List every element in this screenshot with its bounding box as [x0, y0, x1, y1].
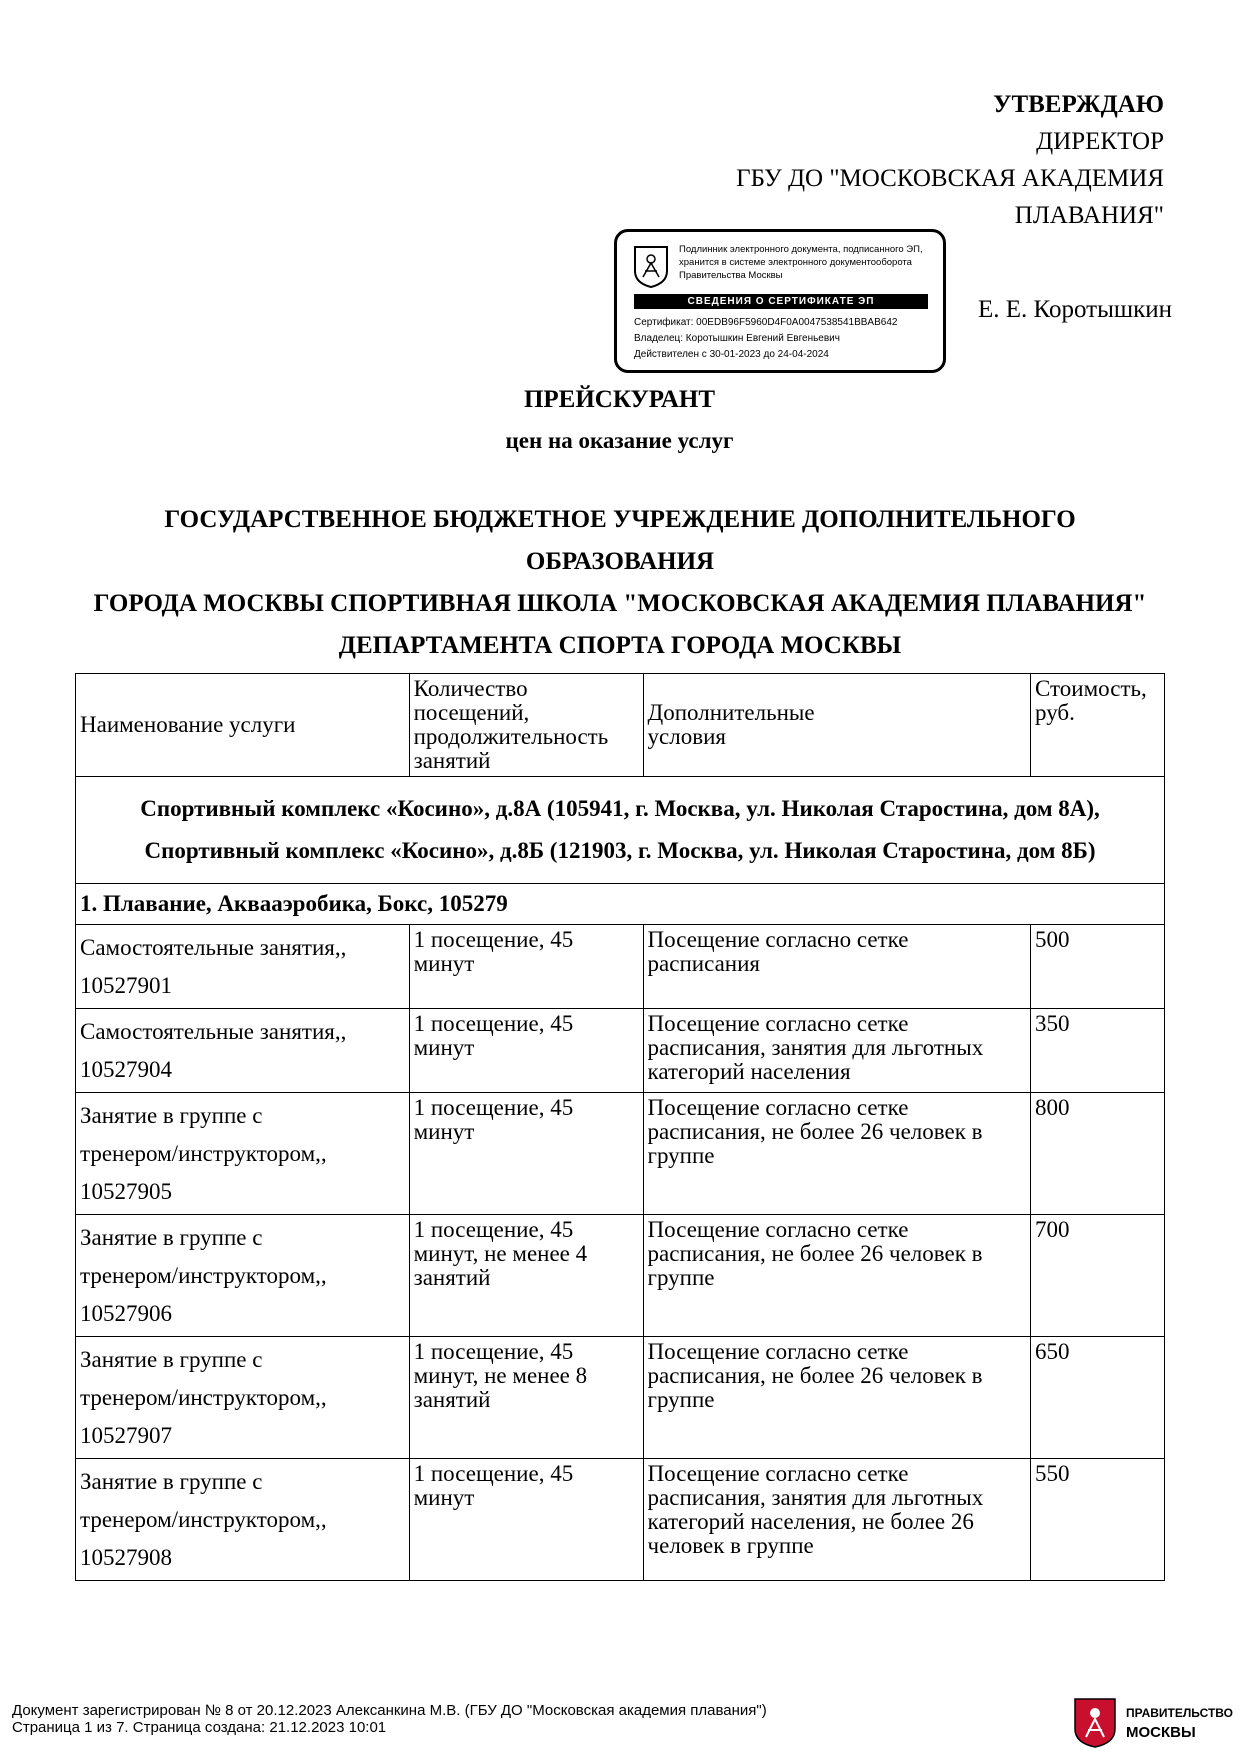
document-subtitle: цен на оказание услуг	[505, 428, 734, 453]
service-code: 10527907	[80, 1423, 172, 1448]
approval-organization-line1: ГБУ ДО "МОСКОВСКАЯ АКАДЕМИЯ	[736, 165, 1164, 192]
service-name: Самостоятельные занятия,,	[80, 1019, 347, 1044]
stamp-note-line: хранится в системе электронного документооборота	[679, 257, 912, 268]
section-heading: 1. Плавание, Аквааэробика, Бокс, 105279	[76, 884, 1165, 925]
approval-heading: УТВЕРЖДАЮ	[993, 91, 1164, 118]
service-name: Занятие в группе с	[80, 1347, 263, 1372]
price-cell: 800	[1031, 1093, 1165, 1215]
conditions-cell: Посещение согласно сетке расписания, занятия для льготных категорий населения, не более 26 человек в группе	[643, 1459, 1030, 1581]
visits-cell: 1 посещение, 45 минут	[409, 1009, 643, 1093]
certificate-validity: Действителен с 30-01-2023 до 24-04-2024	[634, 349, 829, 360]
service-code: 10527904	[80, 1057, 172, 1082]
visits-cell: 1 посещение, 45 минут, не менее 4 занятий	[409, 1215, 643, 1337]
price-cell: 350	[1031, 1009, 1165, 1093]
table-row	[76, 1337, 1165, 1459]
service-name-cell	[76, 1009, 410, 1093]
organization-line: ГОРОДА МОСКВЫ СПОРТИВНАЯ ШКОЛА "МОСКОВСКАЯ АКАДЕМИЯ ПЛАВАНИЯ"	[93, 590, 1147, 617]
header-price-line: Стоимость,	[1035, 676, 1147, 701]
signer-name: Е. Е. Коротышкин	[978, 296, 1173, 323]
service-name: Занятие в группе с	[80, 1469, 263, 1494]
price-cell: 650	[1031, 1337, 1165, 1459]
stamp-note	[679, 243, 941, 282]
header-conditions	[643, 674, 1030, 777]
service-code: 10527908	[80, 1545, 172, 1570]
section-row	[76, 884, 1165, 925]
location-row	[76, 777, 1165, 884]
service-code: 10527905	[80, 1179, 172, 1204]
header-visits	[409, 674, 643, 777]
table-header-row	[76, 674, 1165, 777]
service-name-continued: тренером/инструктором,,	[80, 1263, 327, 1288]
visits-cell: 1 посещение, 45 минут	[409, 925, 643, 1009]
service-name-continued: тренером/инструктором,,	[80, 1385, 327, 1410]
price-cell: 500	[1031, 925, 1165, 1009]
approval-position: ДИРЕКТОР	[1036, 128, 1164, 155]
location-cell	[76, 777, 1165, 884]
moscow-emblem-icon	[633, 245, 669, 289]
header-service	[76, 674, 410, 777]
conditions-cell: Посещение согласно сетке расписания, занятия для льготных категорий населения	[643, 1009, 1030, 1093]
organization-line: ГОСУДАРСТВЕННОЕ БЮДЖЕТНОЕ УЧРЕЖДЕНИЕ ДОПОЛНИТЕЛЬНОГО ОБРАЗОВАНИЯ	[164, 506, 1076, 575]
service-name: Занятие в группе с	[80, 1103, 263, 1128]
document-title: ПРЕЙСКУРАНТ	[523, 386, 716, 413]
registration-info: Документ зарегистрирован № 8 от 20.12.2023 Алексанкина М.В. (ГБУ ДО "Московская академия плавания")	[12, 1702, 767, 1719]
page-info: Страница 1 из 7. Страница создана: 21.12.2023 10:01	[12, 1719, 387, 1736]
certificate-owner: Владелец: Коротышкин Евгений Евгеньевич	[634, 333, 840, 344]
table-row	[76, 1215, 1165, 1337]
location-line: Спортивный комплекс «Косино», д.8Б (121903, г. Москва, ул. Николая Старостина, дом 8Б)	[144, 838, 1096, 863]
service-name: Самостоятельные занятия,,	[80, 935, 347, 960]
price-cell: 550	[1031, 1459, 1165, 1581]
service-code: 10527906	[80, 1301, 172, 1326]
table-row	[76, 1009, 1165, 1093]
organization-line: ДЕПАРТАМЕНТА СПОРТА ГОРОДА МОСКВЫ	[338, 632, 902, 659]
header-price	[1031, 674, 1165, 777]
electronic-signature-stamp	[614, 229, 946, 373]
header-conditions-line: Дополнительные	[647, 700, 815, 725]
gov-label-line: МОСКВЫ	[1126, 1724, 1196, 1741]
price-cell: 700	[1031, 1215, 1165, 1337]
service-name-continued: тренером/инструктором,,	[80, 1507, 327, 1532]
approval-organization-line2: ПЛАВАНИЯ"	[1014, 202, 1164, 229]
service-code: 10527901	[80, 973, 172, 998]
certificate-number: Сертификат: 00EDB96F5960D4F0A0047538541BBAB642	[634, 317, 898, 328]
table-row	[76, 925, 1165, 1009]
header-price-line: руб.	[1035, 700, 1075, 725]
location-line: Спортивный комплекс «Косино», д.8А (105941, г. Москва, ул. Николая Старостина, дом 8А),	[140, 796, 1100, 821]
visits-cell: 1 посещение, 45 минут, не менее 8 занятий	[409, 1337, 643, 1459]
table-row	[76, 1093, 1165, 1215]
service-name-continued: тренером/инструктором,,	[80, 1141, 327, 1166]
service-name-cell	[76, 1459, 410, 1581]
visits-cell: 1 посещение, 45 минут	[409, 1093, 643, 1215]
header-service-label: Наименование услуги	[80, 712, 296, 737]
stamp-note-line: Подлинник электронного документа, подписанного ЭП,	[679, 244, 923, 255]
header-visits-line: посещений,	[413, 700, 530, 725]
service-name-cell	[76, 1093, 410, 1215]
header-visits-line: Количество	[413, 676, 528, 701]
service-name-cell	[76, 925, 410, 1009]
conditions-cell: Посещение согласно сетке расписания, не более 26 человек в группе	[643, 1337, 1030, 1459]
service-name-cell	[76, 1337, 410, 1459]
header-conditions-line: условия	[647, 724, 726, 749]
organization-name	[70, 499, 1170, 667]
conditions-cell: Посещение согласно сетке расписания	[643, 925, 1030, 1009]
moscow-government-emblem-icon	[1073, 1697, 1117, 1749]
service-name: Занятие в группе с	[80, 1225, 263, 1250]
visits-cell: 1 посещение, 45 минут	[409, 1459, 643, 1581]
moscow-government-label	[1126, 1703, 1236, 1743]
price-table	[75, 673, 1165, 1581]
registration-footer	[12, 1702, 1012, 1736]
conditions-cell: Посещение согласно сетке расписания, не более 26 человек в группе	[643, 1215, 1030, 1337]
service-name-cell	[76, 1215, 410, 1337]
gov-label-line: ПРАВИТЕЛЬСТВО	[1126, 1706, 1234, 1720]
header-visits-line: продолжительность	[413, 724, 609, 749]
certificate-details	[634, 315, 934, 363]
header-visits-line: занятий	[413, 748, 491, 773]
stamp-note-line: Правительства Москвы	[679, 270, 783, 281]
stamp-header: СВЕДЕНИЯ О СЕРТИФИКАТЕ ЭП	[634, 294, 928, 309]
approval-block	[604, 86, 1164, 234]
conditions-cell: Посещение согласно сетке расписания, не более 26 человек в группе	[643, 1093, 1030, 1215]
table-row	[76, 1459, 1165, 1581]
